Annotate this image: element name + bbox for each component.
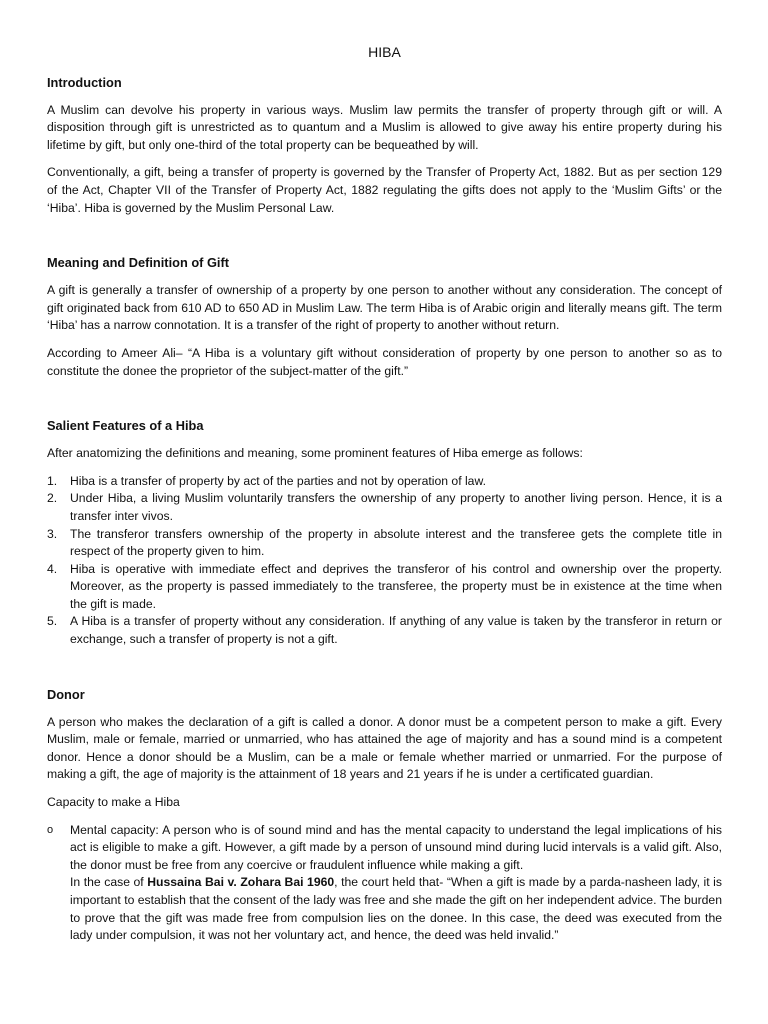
- list-number: 5.: [47, 614, 58, 629]
- list-item: [47, 526, 722, 561]
- list-item: [47, 561, 722, 614]
- list-item: [47, 473, 722, 491]
- circle-bullet-icon: o: [47, 823, 54, 836]
- heading-donor: Donor: [47, 686, 85, 702]
- heading-introduction: Introduction: [47, 74, 122, 90]
- meaning-paragraph-1: A gift is generally a transfer of ownership of a property by one person to another without any consideration. The concept of gift originated back from 610 AD to 650 AD in Muslim Law. The term Hiba is of Arabic origin and literally means gift. The term ‘Hiba’ has a narrow connotation. It is a transfer of the right of property to another without return.: [47, 283, 722, 333]
- meaning-paragraph-2: According to Ameer Ali– “A Hiba is a voluntary gift without consideration of property by one person to another so as to constitute the donee the proprietor of the subject-matter of the gift.”: [47, 345, 722, 378]
- list-item-text: Hiba is operative with immediate effect and deprives the transferor of his control and ownership over the property. Moreover, as the property is passed immediately to the transferee, the property must be in existence at the time when the gift is made.: [70, 561, 722, 611]
- list-item-text: The transferor transfers ownership of the property in absolute interest and the transferee gets the complete title in respect of the property given to him.: [70, 526, 722, 559]
- document-title: HIBA: [368, 44, 401, 60]
- capacity-list: [47, 822, 722, 945]
- capacity-label: Capacity to make a Hiba: [47, 795, 180, 810]
- section-spacer: [47, 227, 722, 254]
- section-spacer: [47, 659, 722, 686]
- mental-capacity-text: Mental capacity: A person who is of sound mind and has the mental capacity to understand the legal implications of his act is eligible to make a gift. However, a gift made by a person of unsound mind during lucid intervals is a valid gift. Also, the donor must be free from any coercive or fraudulent influence while making a gift.: [70, 822, 722, 872]
- list-item: [47, 822, 722, 945]
- features-list: [47, 473, 722, 649]
- list-item-text: A Hiba is a transfer of property without any consideration. If anything of any value is taken by the transferor in return or exchange, such a transfer of property is not a gift.: [70, 614, 722, 647]
- list-number: 3.: [47, 526, 58, 541]
- list-number: 1.: [47, 473, 58, 488]
- intro-paragraph-2: Conventionally, a gift, being a transfer of property is governed by the Transfer of Property Act, 1882. But as per section 129 of the Act, Chapter VII of the Transfer of Property Act, 1882 regulating the gifts does not apply to the ‘Muslim Gifts’ or the ‘Hiba’. Hiba is governed by the Muslim Personal Law.: [47, 165, 722, 215]
- intro-paragraph-1: A Muslim can devolve his property in various ways. Muslim law permits the transfer of property through gift or will. A disposition through gift is unrestricted as to quantum and a Muslim is allowed to give away his entire property during his lifetime by gift, but only one-third of the total property can be bequeathed by will.: [47, 102, 722, 152]
- heading-meaning: Meaning and Definition of Gift: [47, 255, 229, 271]
- list-item-text: Hiba is a transfer of property by act of the parties and not by operation of law.: [70, 473, 486, 488]
- list-number: 4.: [47, 561, 58, 576]
- case-intro-text: In the case of: [70, 875, 148, 890]
- donor-paragraph-1: A person who makes the declaration of a gift is called a donor. A donor must be a competent person to make a gift. Every Muslim, male or female, married or unmarried, who has attained the age of majority and has a sound mind is a competent donor. Hence a donor should be a Muslim, can be a male or female whether married or unmarried. For the purpose of making a gift, the age of majority is the attainment of 18 years and 21 years if he is under a certificated guardian.: [47, 714, 722, 782]
- list-item-text: Under Hiba, a living Muslim voluntarily transfers the ownership of any property to another living person. Hence, it is a transfer inter vivos.: [70, 491, 722, 523]
- case-name: Hussaina Bai v. Zohara Bai 1960: [147, 875, 335, 890]
- heading-features: Salient Features of a Hiba: [47, 418, 204, 434]
- section-spacer: [47, 390, 722, 417]
- list-item: [47, 613, 722, 648]
- case-holding-text: , the court held that- “When a gift is made by a parda-nasheen lady, it is important to establish that the consent of the lady was free and she made the gift on her independent advice. The burden to prove that the gift was made free from compulsion lies on the donee. In this case, the deed was executed from the lady under compulsion, it was not her voluntary act, and hence, the deed was held invalid.”: [70, 875, 722, 943]
- features-intro: After anatomizing the definitions and meaning, some prominent features of Hiba emerge as follows:: [47, 446, 583, 461]
- list-number: 2.: [47, 491, 58, 506]
- list-item: [47, 490, 722, 525]
